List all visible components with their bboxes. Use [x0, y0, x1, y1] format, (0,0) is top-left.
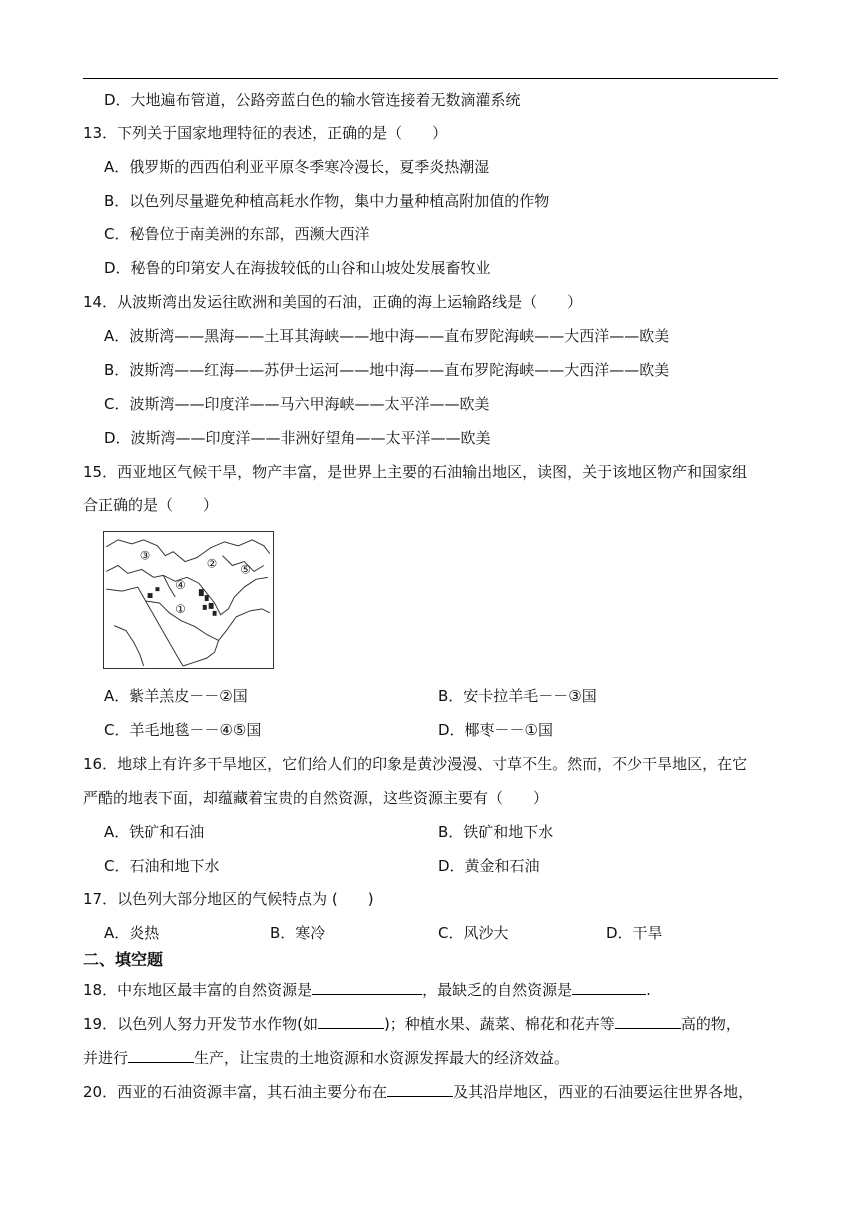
q16-option-b: B．铁矿和地下水 [438, 823, 554, 841]
q19-text-2: )；种植水果、蔬菜、棉花和花卉等 [383, 1015, 615, 1033]
map-label-5: ⑤ [240, 562, 251, 577]
q20-blank-1[interactable] [387, 1080, 453, 1097]
q19-blank-1[interactable] [318, 1012, 384, 1029]
q17-option-d: D．干旱 [606, 924, 663, 942]
q19-blank-2[interactable] [615, 1012, 681, 1029]
q13-option-d: D．秘鲁的印第安人在海拔较低的山谷和山坡处发展畜牧业 [104, 259, 491, 277]
q18-text-1: 18．中东地区最丰富的自然资源是 [83, 981, 313, 999]
section2-title: 二、填空题 [83, 950, 164, 969]
q16-stem-line2: 严酷的地表下面，却蕴藏着宝贵的自然资源，这些资源主要有（ ） [83, 789, 549, 807]
q13-option-b: B．以色列尽量避免种植高耗水作物，集中力量种植高附加值的作物 [104, 192, 550, 210]
q14-option-d: D．波斯湾——印度洋——非洲好望角——太平洋——欧美 [104, 429, 491, 447]
q19-line1 [83, 1012, 741, 1034]
q14-option-c: C．波斯湾——印度洋——马六甲海峡——太平洋——欧美 [104, 395, 490, 413]
q16-option-a: A．铁矿和石油 [104, 823, 205, 841]
q15-stem-line2: 合正确的是（ ） [83, 496, 219, 514]
q18-blank-1[interactable] [312, 978, 422, 995]
q18-blank-2[interactable] [572, 978, 646, 995]
q17-option-c: C．风沙大 [438, 924, 509, 942]
q17-option-a: A．炎热 [104, 924, 160, 942]
q15-option-c: C．羊毛地毯－－④⑤国 [104, 721, 262, 739]
q19-line2 [83, 1046, 569, 1068]
q17-option-b: B．寒冷 [270, 924, 326, 942]
q18-text-2: ，最缺乏的自然资源是 [422, 981, 573, 999]
q16-stem-line1: 16．地球上有许多干旱地区，它们给人们的印象是黄沙漫漫、寸草不生。然而，不少干旱地区，在它 [83, 755, 748, 773]
q13-option-c: C．秘鲁位于南美洲的东部，西濒大西洋 [104, 225, 370, 243]
q20 [83, 1080, 753, 1102]
q15-option-d: D．椰枣－－①国 [438, 721, 553, 739]
q13-stem: 13．下列关于国家地理特征的表述，正确的是（ ） [83, 124, 448, 142]
q19-text-1: 19．以色列人努力开发节水作物(如 [83, 1015, 318, 1033]
q17-stem: 17．以色列大部分地区的气候特点为 ( ) [83, 890, 374, 908]
map-label-3: ③ [139, 548, 151, 563]
header-rule [83, 78, 778, 79]
q14-option-a: A．波斯湾——黑海——土耳其海峡——地中海——直布罗陀海峡——大西洋——欧美 [104, 327, 670, 345]
west-asia-map [103, 531, 274, 669]
q18-text-3: . [646, 981, 651, 999]
q19-text-4: 并进行 [83, 1049, 129, 1067]
q16-option-c: C．石油和地下水 [104, 857, 220, 875]
q18 [83, 978, 651, 1000]
q13-option-a: A．俄罗斯的西西伯利亚平原冬季寒冷漫长，夏季炎热潮湿 [104, 158, 490, 176]
q15-option-a: A．紫羊羔皮－－②国 [104, 687, 248, 705]
map-label-1: ① [175, 601, 186, 616]
q15-option-b: B．安卡拉羊毛－－③国 [438, 687, 597, 705]
q20-text-1: 20．西亚的石油资源丰富，其石油主要分布在 [83, 1083, 388, 1101]
q15-stem-line1: 15．西亚地区气候干旱，物产丰富，是世界上主要的石油输出地区，读图，关于该地区物产和国家组 [83, 463, 748, 481]
q14-option-b: B．波斯湾——红海——苏伊士运河——地中海——直布罗陀海峡——大西洋——欧美 [104, 361, 670, 379]
q16-option-d: D．黄金和石油 [438, 857, 540, 875]
q12-option-d: D．大地遍布管道，公路旁蓝白色的输水管连接着无数滴灌系统 [104, 91, 521, 109]
q14-stem: 14．从波斯湾出发运往欧洲和美国的石油，正确的海上运输路线是（ ） [83, 293, 583, 311]
map-label-2: ② [206, 556, 218, 571]
map-label-4: ④ [175, 578, 186, 593]
q19-blank-3[interactable] [128, 1046, 194, 1063]
q19-text-3: 高的物， [680, 1015, 741, 1033]
q20-text-2: 及其沿岸地区，西亚的石油要运往世界各地， [453, 1083, 754, 1101]
q19-text-5: 生产，让宝贵的土地资源和水资源发挥最大的经济效益。 [194, 1049, 570, 1067]
west-asia-map-drawing [104, 532, 273, 668]
